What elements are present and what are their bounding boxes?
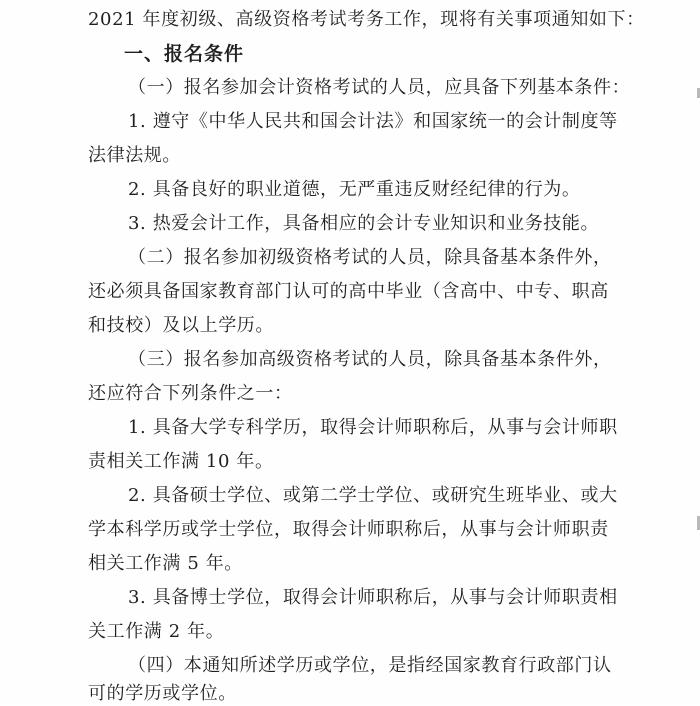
paragraph-line: 责相关工作满 10 年。	[88, 451, 274, 472]
paragraph-line: 学本科学历或学士学位，取得会计师职称后，从事与会计师职责	[88, 519, 609, 540]
paragraph-line: 3. 具备博士学位，取得会计师职称后，从事与会计师职责相	[128, 587, 618, 608]
paragraph-line: 关工作满 2 年。	[88, 621, 225, 642]
paragraph-line: 还应符合下列条件之一：	[88, 383, 293, 404]
paragraph-line: 1. 遵守《中华人民共和国会计法》和国家统一的会计制度等	[128, 111, 618, 132]
paragraph-line: 3. 热爱会计工作，具备相应的会计专业知识和业务技能。	[128, 213, 600, 234]
paragraph-line: 可的学历或学位。	[88, 683, 237, 704]
paragraph-line: 还必须具备国家教育部门认可的高中毕业（含高中、中专、职高	[88, 281, 609, 302]
paragraph-line: （一）报名参加会计资格考试的人员，应具备下列基本条件：	[128, 77, 631, 98]
paragraph-line: （二）报名参加初级资格考试的人员，除具备基本条件外，	[128, 247, 612, 268]
paragraph-line: （四）本通知所述学历或学位，是指经国家教育行政部门认	[128, 655, 612, 676]
intro-text: 2021 年度初级、高级资格考试考务工作，现将有关事项通知如下：	[88, 9, 645, 30]
section-heading: 一、报名条件	[124, 43, 245, 65]
paragraph-line: 相关工作满 5 年。	[88, 553, 243, 574]
paragraph-line: 2. 具备良好的职业道德，无严重违反财经纪律的行为。	[128, 179, 581, 200]
paragraph-line: 1. 具备大学专科学历，取得会计师职称后，从事与会计师职	[128, 417, 618, 438]
paragraph-line: 2. 具备硕士学位、或第二学士学位、或研究生班毕业、或大	[128, 485, 618, 506]
paragraph-line: 法律法规。	[88, 145, 181, 166]
paragraph-line: 和技校）及以上学历。	[88, 315, 274, 336]
paragraph-line: （三）报名参加高级资格考试的人员，除具备基本条件外，	[128, 349, 612, 370]
